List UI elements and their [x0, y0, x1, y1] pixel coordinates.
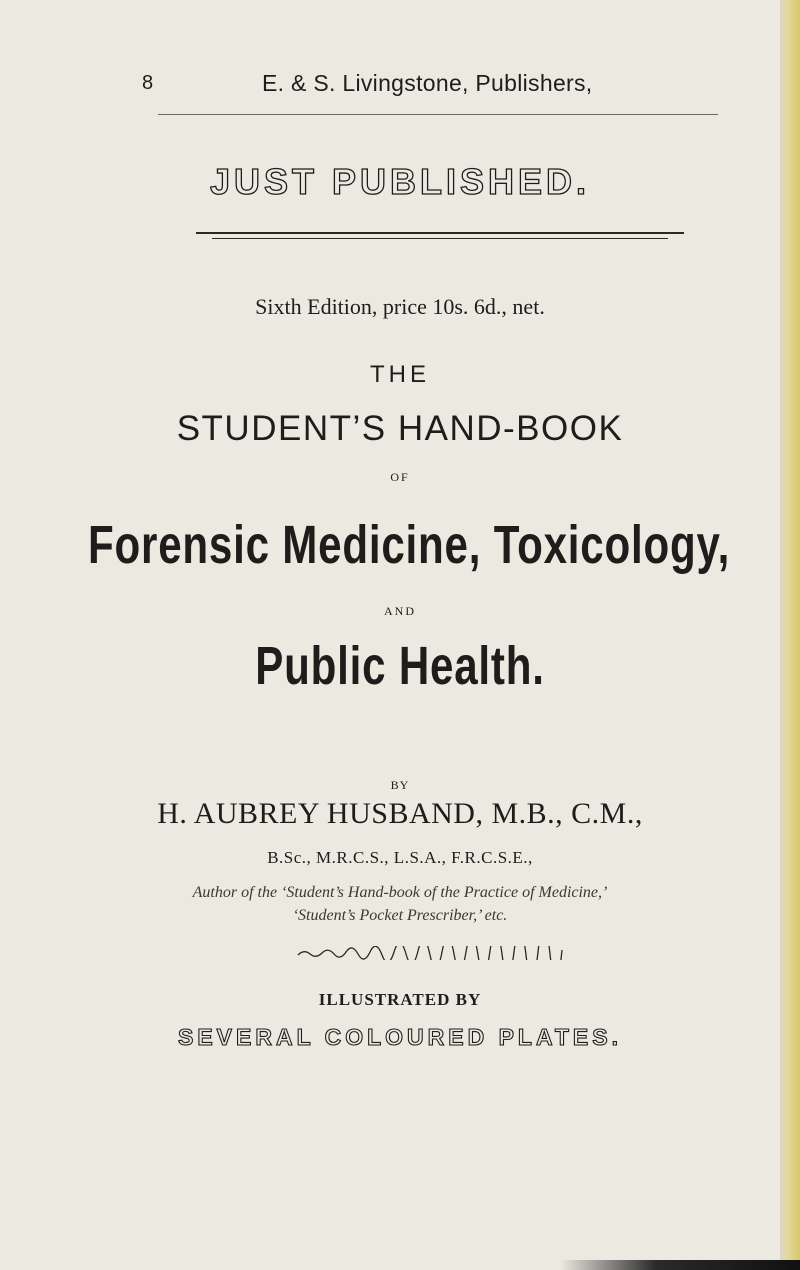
illustrated-by: ILLUSTRATED BY: [318, 990, 482, 1009]
running-head: E. & S. Livingstone, Publishers,: [262, 70, 593, 96]
author-degrees: B.Sc., M.R.C.S., L.S.A., F.R.C.S.E.,: [267, 848, 533, 867]
plates-line: SEVERAL COLOURED PLATES.: [177, 1024, 623, 1050]
announcement-heading: JUST PUBLISHED.: [209, 161, 591, 202]
author-name: H. AUBREY HUSBAND, M.B., C.M.,: [157, 797, 643, 830]
edition-line: Sixth Edition, price 10s. 6d., net.: [255, 294, 545, 319]
title-the: THE: [370, 361, 430, 388]
author-note-line-1: Author of the ‘Student’s Hand-book of the Practice of Medicine,’: [192, 884, 608, 901]
header-rule: [158, 114, 718, 115]
double-rule-top: [196, 232, 684, 234]
double-rule-bottom: [212, 238, 668, 239]
book-title: STUDENT’S HAND-BOOK: [176, 409, 624, 448]
subject-line: Forensic Medicine, Toxicology,: [88, 515, 731, 575]
scan-shadow: [560, 1260, 800, 1270]
title-of: OF: [390, 470, 410, 484]
wavy-divider: [296, 946, 564, 960]
page-number: 8: [142, 72, 154, 94]
title-and: AND: [384, 604, 416, 618]
subject-line-2: Public Health.: [255, 636, 545, 696]
byline-by: BY: [390, 778, 410, 792]
author-note-line-2: ‘Student’s Pocket Prescriber,’ etc.: [292, 907, 508, 924]
